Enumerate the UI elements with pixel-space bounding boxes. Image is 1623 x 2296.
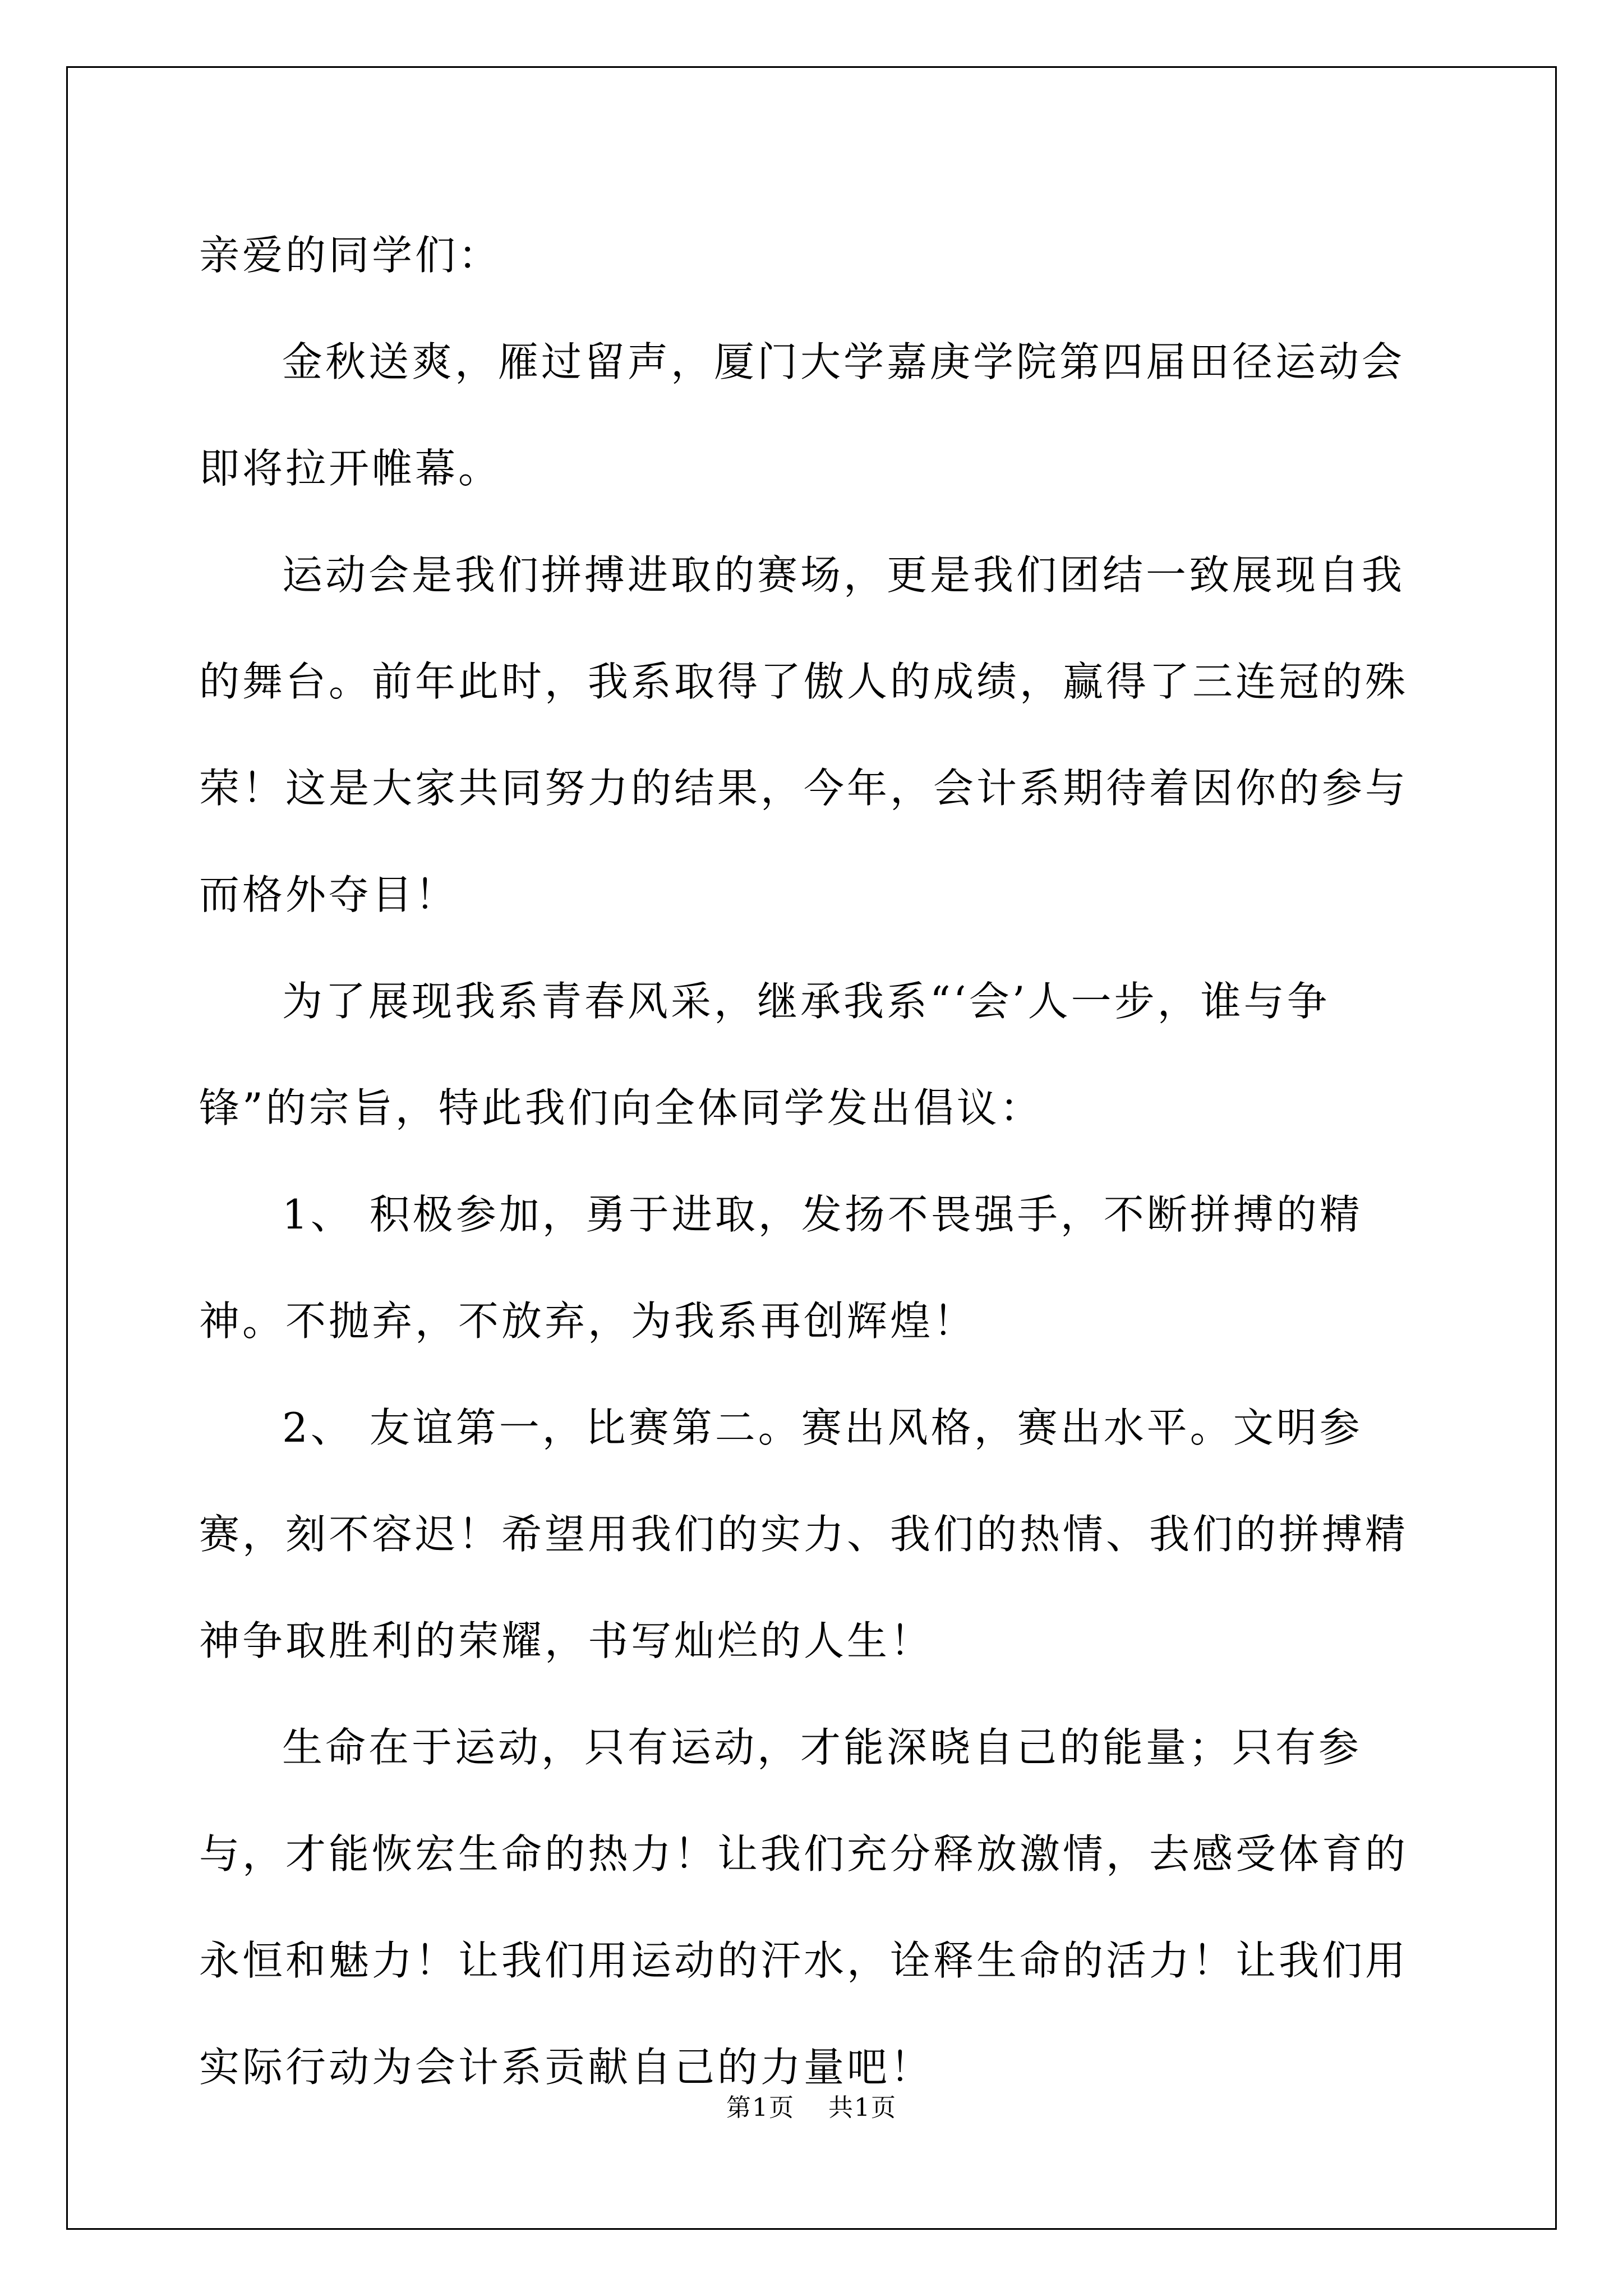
page-current: 第1页: [726, 2093, 795, 2122]
paragraph-3: 为了展现我系青春风采，继承我系“‘会’人一步，谁与争锋”的宗旨，特此我们向全体同学发出倡议：: [199, 978, 1330, 1131]
paragraph-2: 运动会是我们拼搏进取的赛场，更是我们团结一致展现自我的舞台。前年此时，我系取得了傲人的成绩，赢得了三连冠的殊荣！这是大家共同努力的结果，今年，会计系期待着因你的参与而格外夺目！: [199, 551, 1409, 918]
paragraph-4: 1、 积极参加，勇于进取，发扬不畏强手，不断拼搏的精神。不抛弃，不放弃，为我系再创辉煌！: [199, 1191, 1363, 1345]
salutation: 亲爱的同学们：: [199, 232, 502, 279]
paragraph-5: 2、 友谊第一，比赛第二。赛出风格，赛出水平。文明参赛，刻不容迟！希望用我们的实力、我们的热情、我们的拼搏精神争取胜利的荣耀，书写灿烂的人生！: [199, 1404, 1409, 1664]
document-body: [199, 202, 1424, 2120]
paragraph-1: 金秋送爽，雁过留声，厦门大学嘉庚学院第四届田径运动会即将拉开帷幕。: [199, 338, 1405, 492]
page-footer: [0, 2091, 1623, 2125]
page-total: 共1页: [828, 2093, 897, 2122]
paragraph-6: 生命在于运动，只有运动，才能深晓自己的能量；只有参与，才能恢宏生命的热力！让我们充分释放激情，去感受体育的永恒和魅力！让我们用运动的汗水，诠释生命的活力！让我们用实际行动为会计系贡献自己的力量吧！: [199, 1724, 1409, 2091]
